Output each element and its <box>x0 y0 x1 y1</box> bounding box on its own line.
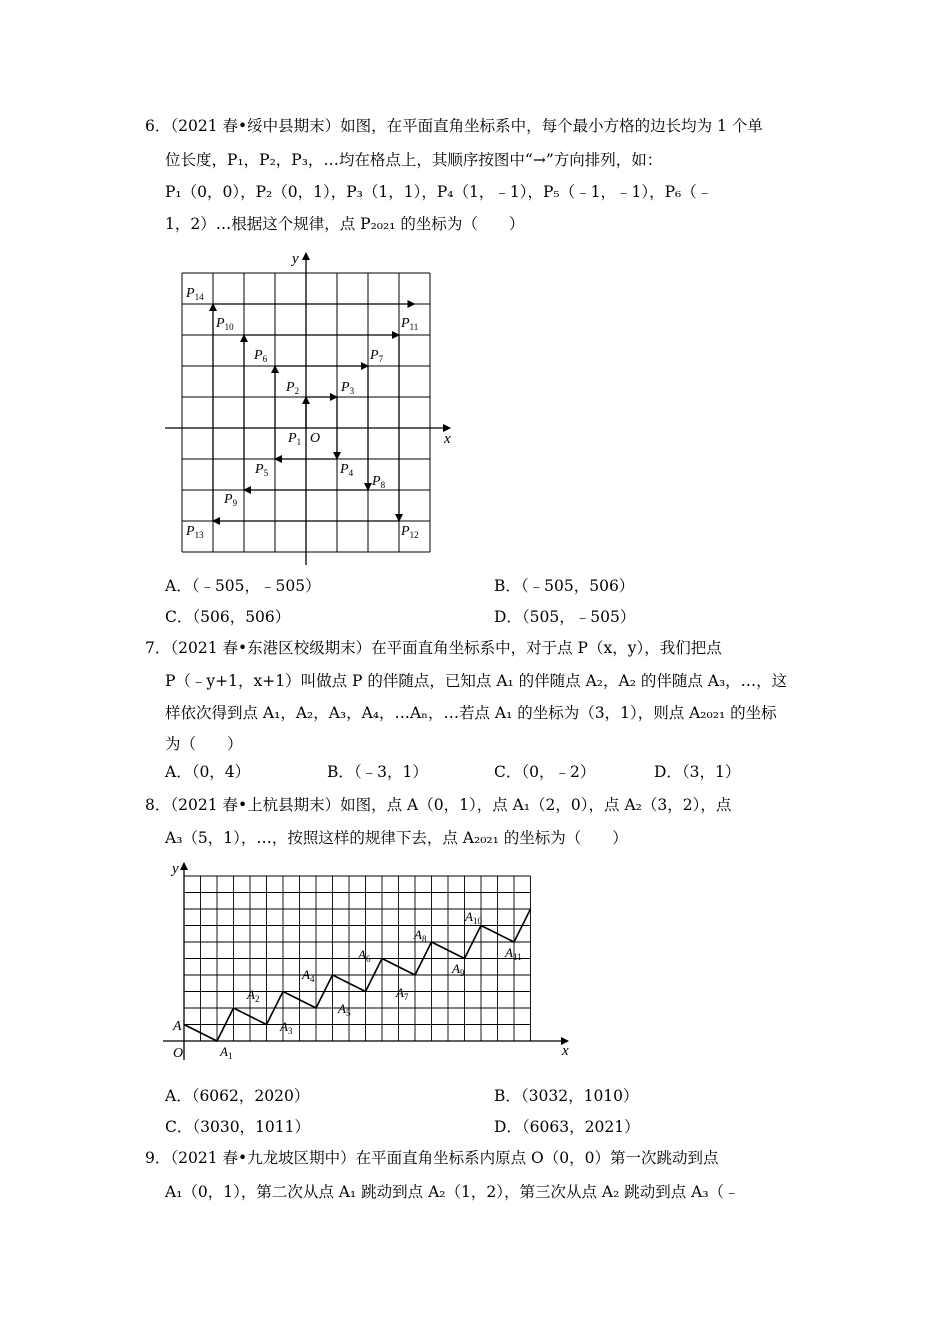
label-a: A <box>173 1019 182 1034</box>
label-p12: $P_{12}$ <box>401 524 419 540</box>
q7-option-c: C．（0，﹣2） <box>494 763 596 781</box>
label-p1: $P_1$ <box>288 431 302 447</box>
label-a3: $A_3$ <box>280 1019 293 1036</box>
label-p7: $P_7$ <box>370 348 384 364</box>
q7-option-b: B．（﹣3，1） <box>327 763 428 781</box>
q6-x-axis-label: x <box>444 431 451 447</box>
q8-x-axis-label: x <box>562 1043 569 1059</box>
q7-option-d: D．（3，1） <box>654 763 741 781</box>
label-a2: $A_2$ <box>247 987 260 1004</box>
label-p2: $P_2$ <box>286 380 300 396</box>
q6-line-2: 位长度，P₁，P₂，P₃，…均在格点上，其顺序按图中“→”方向排列，如： <box>165 151 663 169</box>
label-p5: $P_5$ <box>255 462 269 478</box>
q6-line-1: 6．（2021 春•绥中县期末）如图，在平面直角坐标系中，每个最小方格的边长均为 1 个单 <box>145 117 763 135</box>
label-p4: $P_4$ <box>340 462 354 478</box>
q7-line-1: 7．（2021 春•东港区校级期末）在平面直角坐标系中，对于点 P（x，y），我们把点 <box>145 639 722 657</box>
label-p9: $P_9$ <box>224 492 238 508</box>
q8-origin-label: O <box>173 1046 184 1061</box>
label-p8: $P_8$ <box>372 474 386 490</box>
q8-y-axis-label: y <box>172 861 179 877</box>
q8-option-c: C．（3030，1011） <box>165 1118 311 1136</box>
label-a1: $A_1$ <box>220 1044 233 1061</box>
label-p3: $P_3$ <box>341 380 355 396</box>
q7-option-a: A．（0，4） <box>165 763 251 781</box>
label-a9: $A_9$ <box>452 961 465 978</box>
q7-line-4: 为（ ） <box>165 735 243 753</box>
q8-option-d: D．（6063，2021） <box>494 1118 640 1136</box>
q9-line-1: 9．（2021 春•九龙坡区期中）在平面直角坐标系内原点 O（0，0）第一次跳动到点 <box>145 1149 719 1167</box>
q6-option-d: D．（505，﹣505） <box>494 608 636 626</box>
q6-option-a: A．（﹣505，﹣505） <box>165 577 321 595</box>
q8-line-1: 8．（2021 春•上杭县期末）如图，点 A（0，1），点 A₁（2，0），点 A₂（3，2），点 <box>145 796 732 814</box>
label-a6: $A_6$ <box>358 947 371 964</box>
label-a7: $A_7$ <box>396 985 409 1002</box>
label-a4: $A_4$ <box>302 967 315 984</box>
q7-line-3: 样依次得到点 A₁，A₂，A₃，A₄，…Aₙ，…若点 A₁ 的坐标为（3，1），则点 A₂₀₂₁ 的坐标 <box>165 704 777 722</box>
q6-line-3: P₁（0，0），P₂（0，1），P₃（1，1），P₄（1，﹣1），P₅（﹣1，﹣1），P₆（﹣ <box>165 183 713 201</box>
label-a5: $A_5$ <box>338 1001 351 1018</box>
label-p11: $P_{11}$ <box>401 316 419 332</box>
label-a11: $A_{11}$ <box>505 945 522 962</box>
q8-figure <box>160 855 580 1065</box>
q6-y-axis-label: y <box>292 251 299 267</box>
q6-origin-label: O <box>310 431 321 446</box>
q6-option-c: C．（506，506） <box>165 608 291 626</box>
q9-line-2: A₁（0，1），第二次从点 A₁ 跳动到点 A₂（1，2），第三次从点 A₂ 跳动到点 A₃（﹣ <box>165 1183 740 1201</box>
label-a10: $A_{10}$ <box>465 909 482 926</box>
q8-option-a: A．（6062，2020） <box>165 1087 310 1105</box>
label-p14: $P_{14}$ <box>186 286 204 302</box>
q6-option-b: B．（﹣505，506） <box>494 577 635 595</box>
label-p10: $P_{10}$ <box>216 316 234 332</box>
label-p13: $P_{13}$ <box>186 524 204 540</box>
q7-line-2: P（﹣y+1，x+1）叫做点 P 的伴随点，已知点 A₁ 的伴随点 A₂，A₂ 的伴随点 A₃，…，这 <box>165 672 788 690</box>
q6-line-4: 1，2）…根据这个规律，点 P₂₀₂₁ 的坐标为（ ） <box>165 215 525 233</box>
q8-option-b: B．（3032，1010） <box>494 1087 639 1105</box>
q8-line-2: A₃（5，1），…，按照这样的规律下去，点 A₂₀₂₁ 的坐标为（ ） <box>165 829 628 847</box>
label-a8: $A_8$ <box>414 927 427 944</box>
q6-figure <box>160 245 460 570</box>
label-p6: $P_6$ <box>254 348 268 364</box>
